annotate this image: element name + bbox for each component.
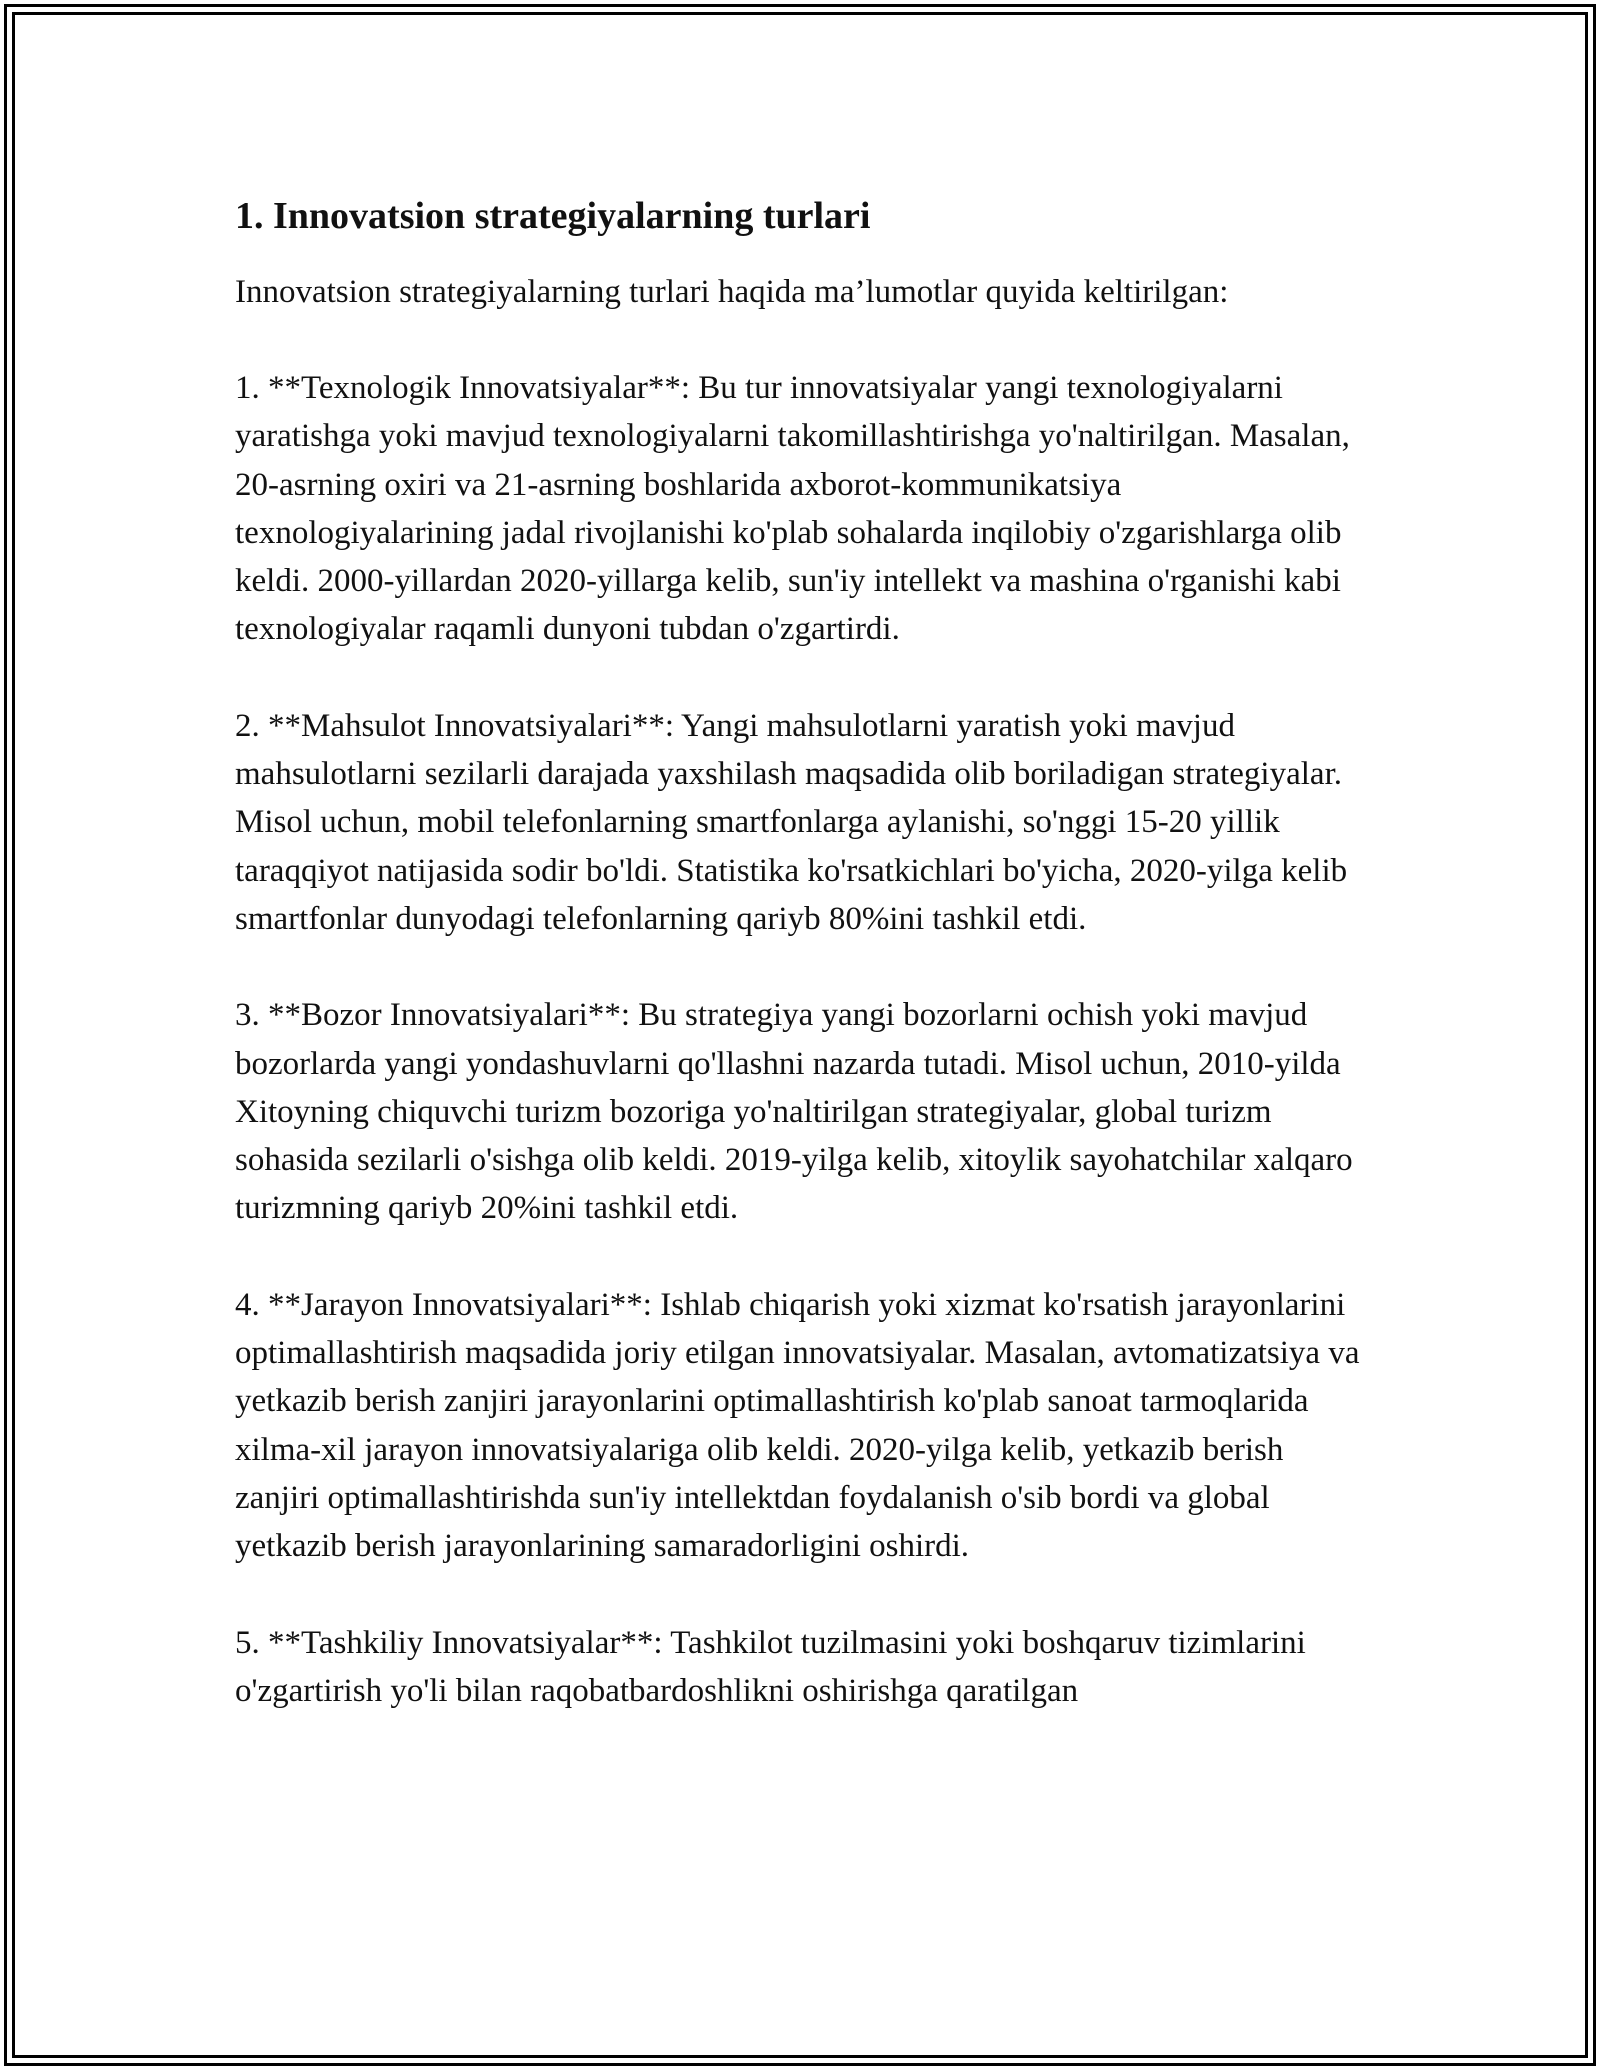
paragraph-market-innovations: 3. **Bozor Innovatsiyalari**: Bu strategiya yangi bozorlarni ochish yoki mavjud bozorlarda yangi yondashuvlarni qo'llashni nazarda tutadi. Misol uchun, 2010-yilda Xitoyning chiquvchi turizm bozoriga yo'naltirilgan strategiyalar, global turizm sohasida sezilarli o'sishga olib keldi. 2019-yilga kelib, xitoylik sayohatchilar xalqaro turizmning qariyb 20%ini tashkil etdi. xyxy=(235,997,1353,1227)
section-title: 1. Innovatsion strategiyalarning turlari xyxy=(235,195,871,237)
paragraph-organizational-innovations: 5. **Tashkiliy Innovatsiyalar**: Tashkilot tuzilmasini yoki boshqaruv tizimlarini o'zgartirish yo'li bilan raqobatbardoshlikni oshirishga qaratilgan xyxy=(235,1624,1306,1709)
paragraph-process-innovations: 4. **Jarayon Innovatsiyalari**: Ishlab chiqarish yoki xizmat ko'rsatish jarayonlarini optimallashtirish maqsadida joriy etilgan innovatsiyalar. Masalan, avtomatizatsiya va yetkazib berish zanjiri jarayonlarini optimallashtirish ko'plab sanoat tarmoqlarida xilma-xil jarayon innovatsiyalariga olib keldi. 2020-yilga kelib, yetkazib berish zanjiri optimallashtirishda sun'iy intellektdan foydalanish o'sib bordi va global yetkazib berish jarayonlarining samaradorligini oshirdi. xyxy=(235,1286,1360,1565)
intro-paragraph: Innovatsion strategiyalarning turlari haqida ma’lumotlar quyida keltirilgan: xyxy=(235,274,1229,310)
document-body xyxy=(235,180,1365,1763)
paragraph-technological-innovations: 1. **Texnologik Innovatsiyalar**: Bu tur innovatsiyalar yangi texnologiyalarni yaratishga yoki mavjud texnologiyalarni takomillashtirishga yo'naltirilgan. Masalan, 20-asrning oxiri va 21-asrning boshlarida axborot-kommunikatsiya texnologiyalarining jadal rivojlanishi ko'plab sohalarda inqilobiy o'zgarishlarga olib keldi. 2000-yillardan 2020-yillarga kelib, sun'iy intellekt va mashina o'rganishi kabi texnologiyalar raqamli dunyoni tubdan o'zgartirdi. xyxy=(235,370,1350,648)
paragraph-product-innovations: 2. **Mahsulot Innovatsiyalari**: Yangi mahsulotlarni yaratish yoki mavjud mahsulotlarni sezilarli darajada yaxshilash maqsadida olib boriladigan strategiyalar. Misol uchun, mobil telefonlarning smartfonlarga aylanishi, so'nggi 15-20 yillik taraqqiyot natijasida sodir bo'ldi. Statistika ko'rsatkichlari bo'yicha, 2020-yilga kelib smartfonlar dunyodagi telefonlarning qariyb 80%ini tashkil etdi. xyxy=(235,707,1348,937)
